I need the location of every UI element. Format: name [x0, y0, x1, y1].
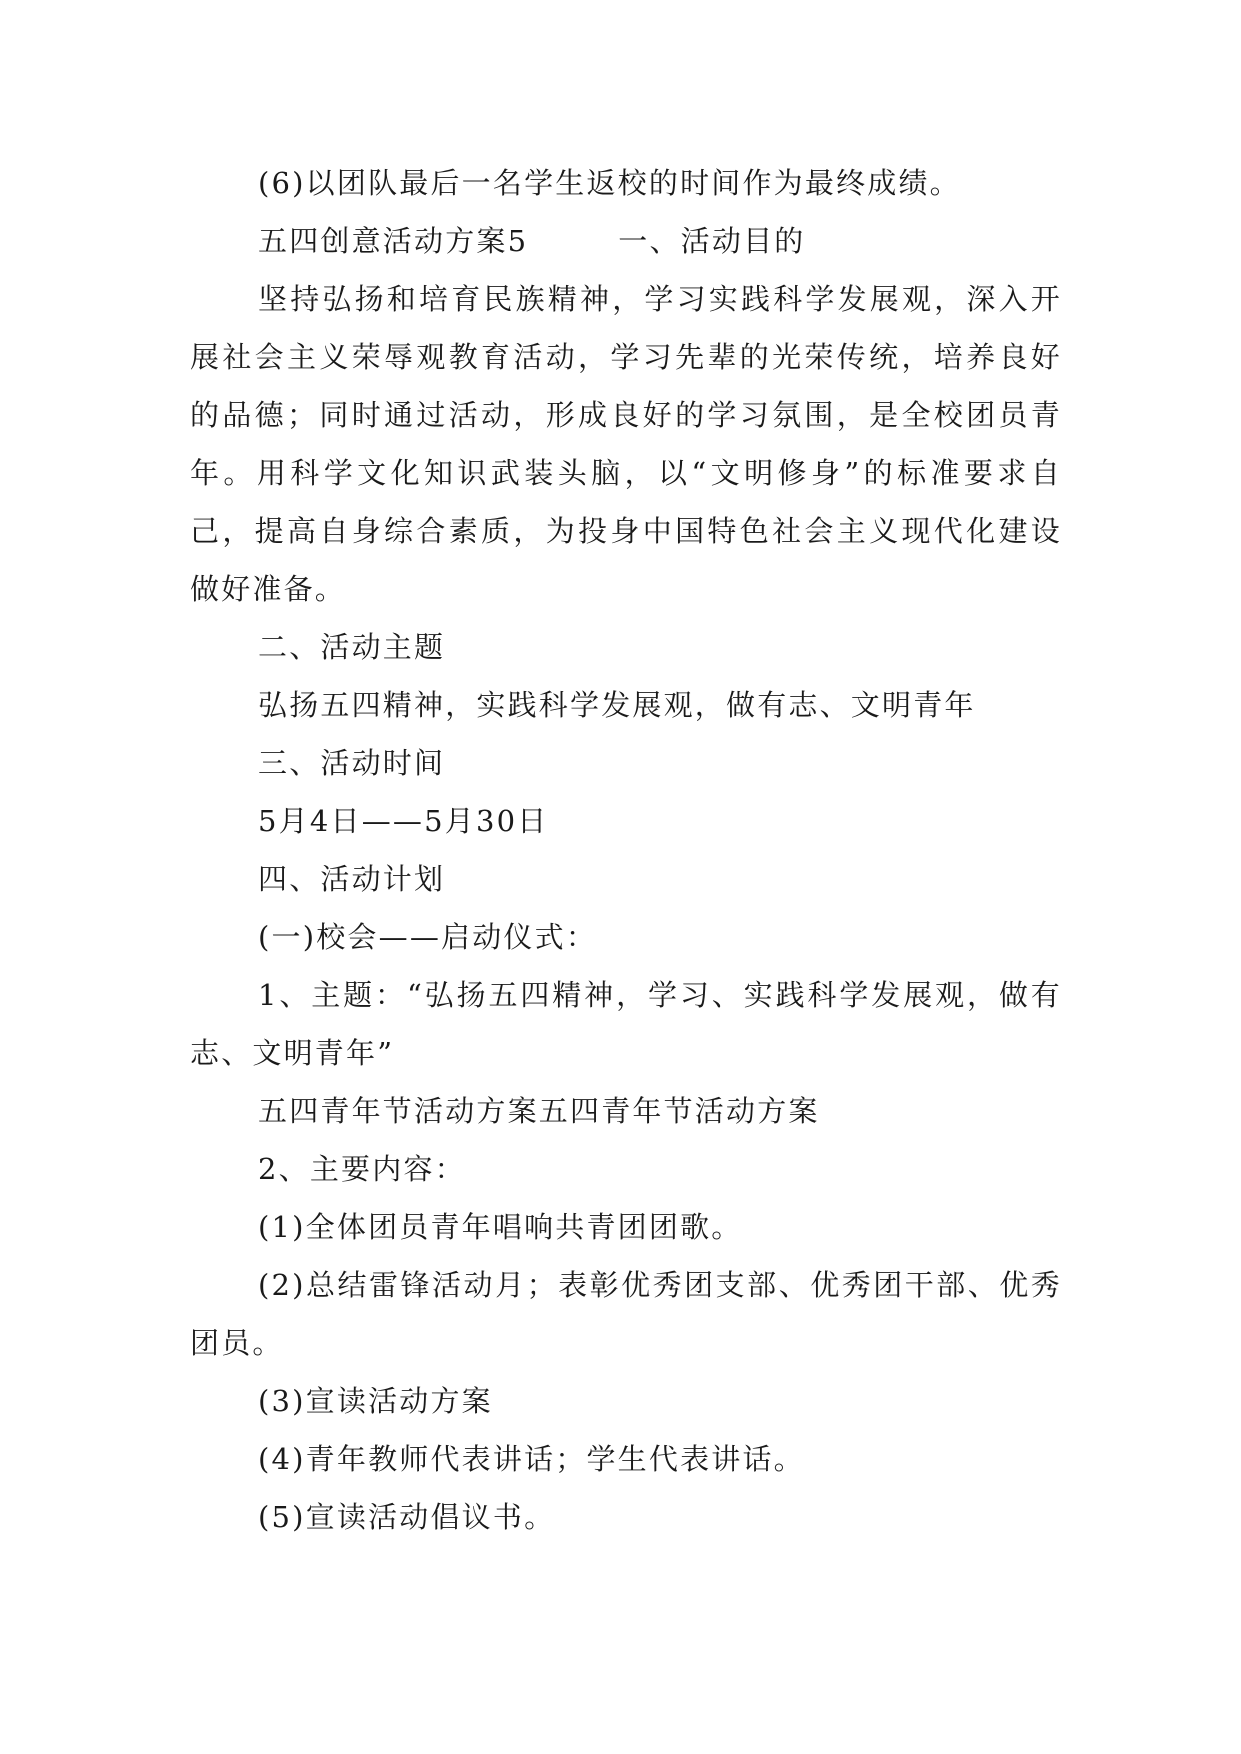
- heading-purpose: 一、活动目的: [618, 224, 806, 258]
- list-item-2: (2)总结雷锋活动月；表彰优秀团支部、优秀团干部、优秀团员。: [190, 1268, 1062, 1360]
- section-title-line: [190, 212, 1062, 270]
- paragraph-time-body: 5月4日——5月30日: [258, 804, 549, 838]
- subheading-main-content: 2、主要内容：: [258, 1152, 466, 1186]
- document-body: [190, 154, 1062, 1546]
- paragraph-theme-body: 弘扬五四精神，实践科学发展观，做有志、文明青年: [258, 688, 976, 722]
- heading-time: 三、活动时间: [258, 746, 446, 780]
- list-item-4: (4)青年教师代表讲话；学生代表讲话。: [258, 1442, 805, 1476]
- heading-theme: 二、活动主题: [258, 630, 446, 664]
- plan-title: 五四创意活动方案5: [258, 224, 529, 258]
- heading-plan: 四、活动计划: [258, 862, 446, 896]
- paragraph-assembly-theme: 1、主题：“弘扬五四精神，学习、实践科学发展观，做有志、文明青年”: [190, 978, 1062, 1070]
- list-item-5: (5)宣读活动倡议书。: [258, 1500, 556, 1534]
- subheading-assembly: (一)校会——启动仪式：: [258, 920, 598, 954]
- paragraph-item-6-result: (6)以团队最后一名学生返校的时间作为最终成绩。: [258, 166, 961, 200]
- list-item-3: (3)宣读活动方案: [258, 1384, 493, 1418]
- paragraph-repeated-title: 五四青年节活动方案五四青年节活动方案: [258, 1094, 820, 1128]
- list-item-1: (1)全体团员青年唱响共青团团歌。: [258, 1210, 743, 1244]
- paragraph-purpose-body: 坚持弘扬和培育民族精神，学习实践科学发展观，深入开展社会主义荣辱观教育活动，学习先辈的光荣传统，培养良好的品德；同时通过活动，形成良好的学习氛围，是全校团员青年。用科学文化知识武装头脑，以“文明修身”的标准要求自己，提高自身综合素质，为投身中国特色社会主义现代化建设做好准备。: [190, 282, 1062, 606]
